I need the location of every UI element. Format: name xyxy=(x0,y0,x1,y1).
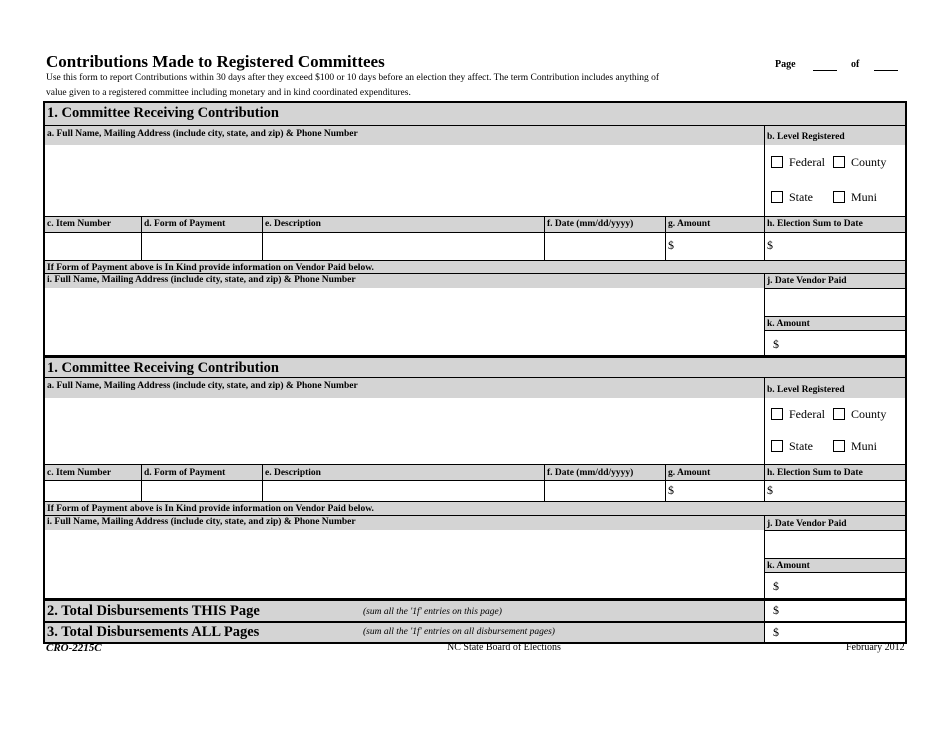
vendor-amount-field[interactable]: $ xyxy=(764,330,905,358)
checkbox-icon[interactable] xyxy=(833,156,845,168)
level-state[interactable]: State xyxy=(771,437,813,455)
amount-field[interactable]: $ xyxy=(665,232,764,260)
page-total-field[interactable] xyxy=(874,70,898,71)
level-federal[interactable]: Federal xyxy=(771,405,825,423)
total-this-page-note: (sum all the '1f' entries on this page) xyxy=(363,607,502,617)
payment-form-label: d. Form of Payment xyxy=(141,217,262,232)
description-label: e. Description xyxy=(262,217,544,232)
instructions-line-1: Use this form to report Contributions within 30 days after they exceed $100 or 10 days before an election they affect. The term Contribution includes anything of xyxy=(46,73,660,83)
name-address-field[interactable] xyxy=(45,398,764,464)
level-federal[interactable]: Federal xyxy=(771,153,825,171)
vendor-date-field[interactable] xyxy=(764,530,905,558)
payment-form-field[interactable] xyxy=(141,480,262,501)
of-label: of xyxy=(851,59,860,70)
name-label: a. Full Name, Mailing Address (include city, state, and zip) & Phone Number xyxy=(45,126,764,145)
election-sum-field[interactable]: $ xyxy=(764,480,905,501)
payment-form-field[interactable] xyxy=(141,232,262,260)
level-options xyxy=(764,145,905,216)
level-state[interactable]: State xyxy=(771,188,813,206)
amount-field[interactable]: $ xyxy=(665,480,764,501)
form-title: Contributions Made to Registered Committees xyxy=(46,52,385,71)
vendor-name-address-field[interactable] xyxy=(45,530,764,598)
description-field[interactable] xyxy=(262,232,544,260)
checkbox-icon[interactable] xyxy=(833,191,845,203)
checkbox-icon[interactable] xyxy=(833,440,845,452)
section-title: 1. Committee Receiving Contribution xyxy=(45,103,905,126)
instructions-line-2: value given to a registered committee including monetary and in kind coordinated expenditures. xyxy=(46,88,411,98)
amount-label: g. Amount xyxy=(665,465,764,480)
vendor-amount-label: k. Amount xyxy=(764,316,905,330)
checkbox-icon[interactable] xyxy=(833,408,845,420)
item-number-field[interactable] xyxy=(45,232,141,260)
item-number-label: c. Item Number xyxy=(45,217,141,232)
agency-name: NC State Board of Elections xyxy=(447,642,561,653)
vendor-date-label: j. Date Vendor Paid xyxy=(764,516,905,530)
name-address-field[interactable] xyxy=(45,145,764,216)
description-label: e. Description xyxy=(262,465,544,480)
date-field[interactable] xyxy=(544,480,665,501)
level-county[interactable]: County xyxy=(833,405,886,423)
vendor-label: i. Full Name, Mailing Address (include city, state, and zip) & Phone Number xyxy=(45,516,764,530)
page-number-field[interactable] xyxy=(813,70,837,71)
level-muni[interactable]: Muni xyxy=(833,188,877,206)
name-label: a. Full Name, Mailing Address (include city, state, and zip) & Phone Number xyxy=(45,378,764,398)
date-label: f. Date (mm/dd/yyyy) xyxy=(544,217,665,232)
vendor-name-address-field[interactable] xyxy=(45,288,764,358)
vendor-label: i. Full Name, Mailing Address (include city, state, and zip) & Phone Number xyxy=(45,274,764,288)
total-this-page-row xyxy=(45,601,764,621)
inkind-note: If Form of Payment above is In Kind provide information on Vendor Paid below. xyxy=(45,502,905,515)
total-this-page-label: 2. Total Disbursements THIS Page xyxy=(47,603,260,619)
date-field[interactable] xyxy=(544,232,665,260)
revision-date: February 2012 xyxy=(846,642,905,653)
total-all-pages-field[interactable]: $ xyxy=(764,623,905,642)
checkbox-icon[interactable] xyxy=(771,191,783,203)
vendor-amount-label: k. Amount xyxy=(764,558,905,572)
inkind-note: If Form of Payment above is In Kind provide information on Vendor Paid below. xyxy=(45,261,905,273)
vendor-date-field[interactable] xyxy=(764,288,905,316)
checkbox-icon[interactable] xyxy=(771,440,783,452)
description-field[interactable] xyxy=(262,480,544,501)
election-sum-label: h. Election Sum to Date xyxy=(764,465,905,480)
total-all-pages-row xyxy=(45,623,764,642)
form-frame xyxy=(43,101,907,644)
level-muni[interactable]: Muni xyxy=(833,437,877,455)
election-sum-field[interactable]: $ xyxy=(764,232,905,260)
checkbox-icon[interactable] xyxy=(771,156,783,168)
total-all-pages-label: 3. Total Disbursements ALL Pages xyxy=(47,624,260,640)
section-2 xyxy=(45,358,905,598)
level-options xyxy=(764,398,905,464)
form-id: CRO-2215C xyxy=(46,642,102,654)
checkbox-icon[interactable] xyxy=(771,408,783,420)
item-number-field[interactable] xyxy=(45,480,141,501)
item-number-label: c. Item Number xyxy=(45,465,141,480)
amount-label: g. Amount xyxy=(665,217,764,232)
section-1 xyxy=(45,103,905,358)
vendor-date-label: j. Date Vendor Paid xyxy=(764,274,905,288)
page-label: Page xyxy=(775,59,796,70)
total-this-page-field[interactable]: $ xyxy=(764,601,905,621)
vendor-amount-field[interactable]: $ xyxy=(764,572,905,598)
level-label: b. Level Registered xyxy=(764,126,905,145)
payment-form-label: d. Form of Payment xyxy=(141,465,262,480)
date-label: f. Date (mm/dd/yyyy) xyxy=(544,465,665,480)
section-title: 1. Committee Receiving Contribution xyxy=(45,358,905,378)
total-all-pages-note: (sum all the '1f' entries on all disbursement pages) xyxy=(363,627,555,637)
election-sum-label: h. Election Sum to Date xyxy=(764,217,905,232)
level-label: b. Level Registered xyxy=(764,378,905,398)
level-county[interactable]: County xyxy=(833,153,886,171)
